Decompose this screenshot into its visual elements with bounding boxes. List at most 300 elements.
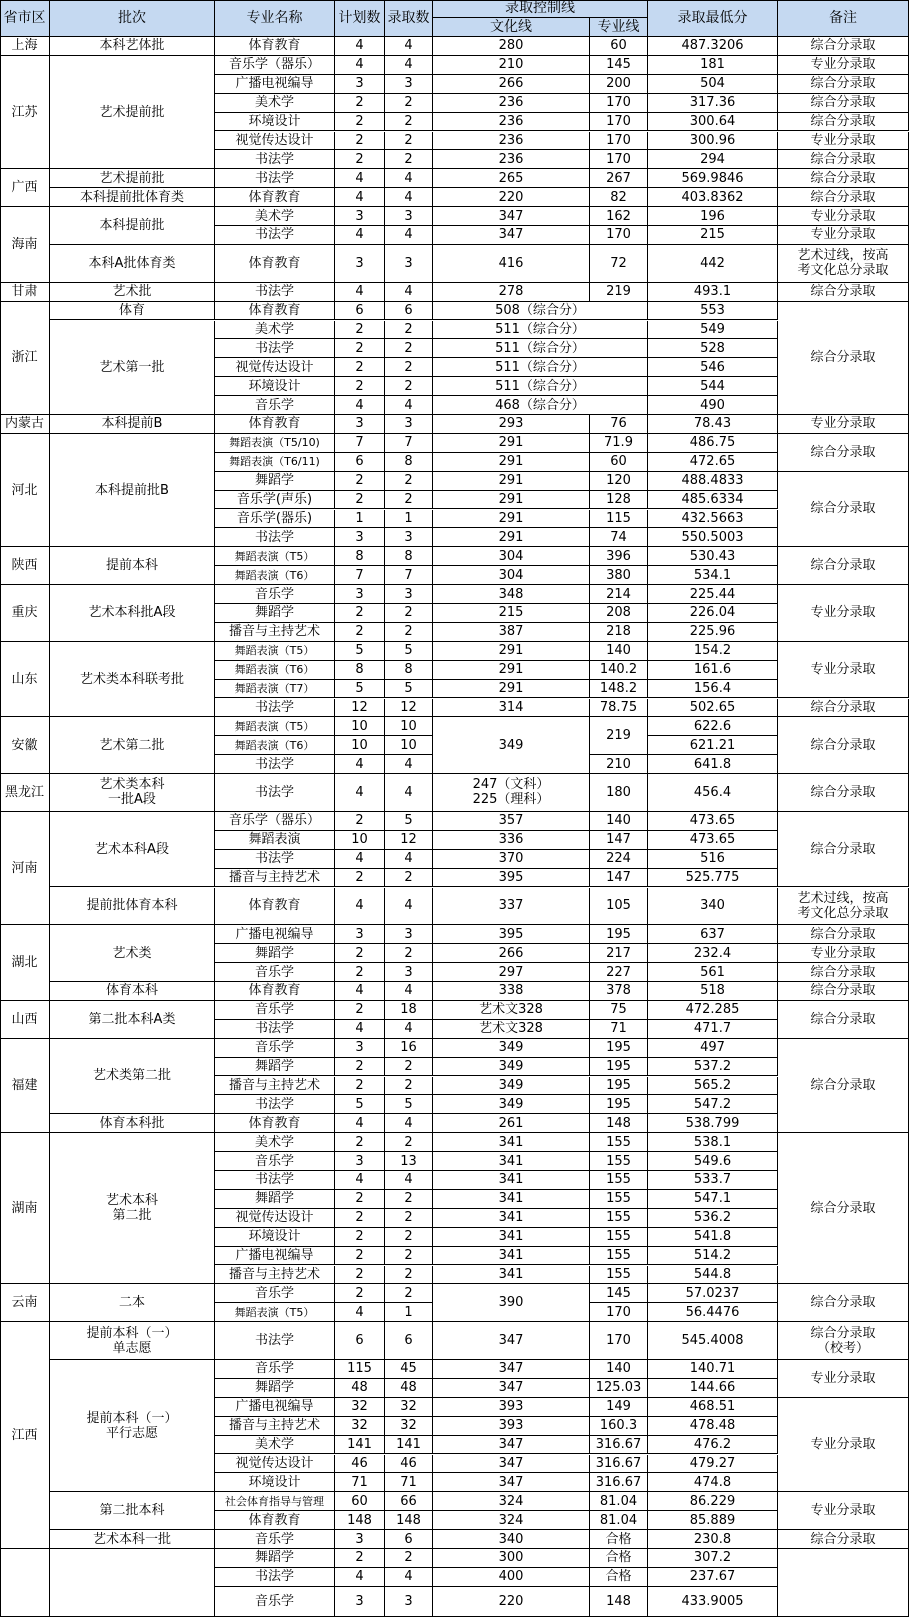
cell-admit: 148 bbox=[385, 1511, 433, 1530]
cell-admit: 32 bbox=[385, 1417, 433, 1436]
cell-culture-line: 347 bbox=[433, 226, 590, 245]
cell-culture-line: 341 bbox=[433, 1133, 590, 1152]
cell-major: 书法学 bbox=[215, 1568, 335, 1587]
cell-culture-line: 278 bbox=[433, 283, 590, 302]
cell-min-score: 488.4833 bbox=[648, 472, 778, 491]
cell-pro-line: 82 bbox=[590, 188, 648, 207]
cell-batch: 第二批本科A类 bbox=[50, 1001, 215, 1039]
cell-plan: 4 bbox=[335, 850, 385, 869]
cell-batch: 艺术类本科联考批 bbox=[50, 642, 215, 718]
cell-major: 播音与主持艺术 bbox=[215, 1077, 335, 1096]
cell-pro-line: 218 bbox=[590, 623, 648, 642]
cell-min-score: 56.4476 bbox=[648, 1303, 778, 1322]
cell-admit: 2 bbox=[385, 869, 433, 888]
cell-min-score: 140.71 bbox=[648, 1360, 778, 1379]
cell-plan: 3 bbox=[335, 1587, 385, 1617]
cell-major: 音乐学 bbox=[215, 1530, 335, 1549]
cell-min-score: 226.04 bbox=[648, 604, 778, 623]
cell-plan: 2 bbox=[335, 604, 385, 623]
cell-admit: 12 bbox=[385, 831, 433, 850]
cell-min-score: 569.9846 bbox=[648, 169, 778, 188]
cell-culture-line: 291 bbox=[433, 642, 590, 661]
cell-pro-line: 219 bbox=[590, 717, 648, 755]
cell-culture-line: 215 bbox=[433, 604, 590, 623]
cell-culture-line: 220 bbox=[433, 188, 590, 207]
cell-pro-line: 155 bbox=[590, 1266, 648, 1285]
cell-major: 视觉传达设计 bbox=[215, 358, 335, 377]
cell-batch: 艺术本科 第二批 bbox=[50, 1133, 215, 1284]
cell-batch: 艺术类第二批 bbox=[50, 1039, 215, 1115]
cell-note: 综合分录取 bbox=[778, 982, 909, 1001]
cell-major: 体育教育 bbox=[215, 415, 335, 434]
cell-major: 舞蹈表演（T5） bbox=[215, 717, 335, 736]
cell-batch: 艺术第二批 bbox=[50, 717, 215, 774]
cell-min-score: 544.8 bbox=[648, 1266, 778, 1285]
cell-pro-line: 72 bbox=[590, 245, 648, 283]
cell-culture-line: 511（综合分） bbox=[433, 321, 648, 340]
cell-culture-line: 393 bbox=[433, 1417, 590, 1436]
cell-pro-line: 60 bbox=[590, 37, 648, 56]
cell-batch: 本科提前批 bbox=[50, 207, 215, 245]
cell-culture-line: 341 bbox=[433, 1171, 590, 1190]
cell-major: 舞蹈学 bbox=[215, 604, 335, 623]
cell-pro-line: 155 bbox=[590, 1152, 648, 1171]
cell-plan: 3 bbox=[335, 585, 385, 604]
cell-min-score: 487.3206 bbox=[648, 37, 778, 56]
cell-plan: 4 bbox=[335, 1171, 385, 1190]
cell-major: 美术学 bbox=[215, 1436, 335, 1455]
cell-culture-line: 304 bbox=[433, 547, 590, 566]
cell-plan: 2 bbox=[335, 150, 385, 169]
cell-min-score: 307.2 bbox=[648, 1549, 778, 1568]
cell-note: 综合分录取 bbox=[778, 1001, 909, 1039]
cell-note: 综合分录取 bbox=[778, 283, 909, 302]
cell-min-score: 486.75 bbox=[648, 434, 778, 453]
cell-culture-line: 341 bbox=[433, 1266, 590, 1285]
cell-admit: 4 bbox=[385, 169, 433, 188]
cell-admit: 2 bbox=[385, 321, 433, 340]
cell-note: 专业分录取 bbox=[778, 585, 909, 642]
cell-major: 舞蹈表演（T6/11) bbox=[215, 453, 335, 472]
cell-culture-line: 300 bbox=[433, 1549, 590, 1568]
cell-culture-line: 341 bbox=[433, 1228, 590, 1247]
cell-major: 舞蹈表演 bbox=[215, 831, 335, 850]
cell-pro-line: 219 bbox=[590, 283, 648, 302]
cell-batch: 本科艺体批 bbox=[50, 37, 215, 56]
cell-admit: 4 bbox=[385, 188, 433, 207]
cell-min-score: 181 bbox=[648, 56, 778, 75]
cell-plan: 60 bbox=[335, 1492, 385, 1511]
cell-note: 综合分录取 bbox=[778, 1284, 909, 1322]
cell-batch: 艺术类本科 一批A段 bbox=[50, 774, 215, 812]
cell-batch: 二本 bbox=[50, 1284, 215, 1322]
cell-min-score: 534.1 bbox=[648, 566, 778, 585]
cell-plan: 7 bbox=[335, 566, 385, 585]
cell-pro-line: 148 bbox=[590, 1114, 648, 1133]
cell-major: 体育教育 bbox=[215, 982, 335, 1001]
cell-min-score: 403.8362 bbox=[648, 188, 778, 207]
cell-major: 书法学 bbox=[215, 850, 335, 869]
cell-culture-line: 357 bbox=[433, 812, 590, 831]
cell-min-score: 161.6 bbox=[648, 661, 778, 680]
cell-note: 综合分录取 bbox=[778, 75, 909, 94]
cell-pro-line: 217 bbox=[590, 944, 648, 963]
cell-culture-line: 349 bbox=[433, 717, 590, 774]
cell-admit: 8 bbox=[385, 547, 433, 566]
cell-plan: 2 bbox=[335, 132, 385, 151]
cell-plan: 2 bbox=[335, 94, 385, 113]
cell-pro-line: 267 bbox=[590, 169, 648, 188]
cell-culture-line: 247（文科） 225（理科） bbox=[433, 774, 590, 812]
cell-note: 专业分录取 bbox=[778, 132, 909, 151]
cell-culture-line: 416 bbox=[433, 245, 590, 283]
cell-min-score: 538.1 bbox=[648, 1133, 778, 1152]
cell-pro-line: 105 bbox=[590, 888, 648, 926]
cell-note: 综合分录取 bbox=[778, 169, 909, 188]
cell-admit: 2 bbox=[385, 1133, 433, 1152]
cell-culture-line: 390 bbox=[433, 1284, 590, 1322]
cell-plan: 4 bbox=[335, 982, 385, 1001]
cell-admit: 3 bbox=[385, 1587, 433, 1617]
cell-pro-line: 316.67 bbox=[590, 1473, 648, 1492]
cell-culture-line: 511（综合分） bbox=[433, 358, 648, 377]
cell-pro-line: 195 bbox=[590, 1095, 648, 1114]
cell-plan: 7 bbox=[335, 434, 385, 453]
cell-min-score: 300.96 bbox=[648, 132, 778, 151]
cell-admit: 2 bbox=[385, 944, 433, 963]
cell-plan: 2 bbox=[335, 1190, 385, 1209]
cell-major: 音乐学 bbox=[215, 1587, 335, 1617]
cell-pro-line: 214 bbox=[590, 585, 648, 604]
cell-culture-line: 336 bbox=[433, 831, 590, 850]
cell-major: 书法学 bbox=[215, 169, 335, 188]
cell-province: 福建 bbox=[0, 1039, 50, 1134]
cell-plan: 10 bbox=[335, 717, 385, 736]
cell-min-score: 156.4 bbox=[648, 680, 778, 699]
cell-admit: 4 bbox=[385, 774, 433, 812]
cell-admit: 5 bbox=[385, 642, 433, 661]
cell-province: 湖南 bbox=[0, 1133, 50, 1284]
cell-pro-line: 149 bbox=[590, 1398, 648, 1417]
cell-province: 甘肃 bbox=[0, 283, 50, 302]
cell-pro-line: 396 bbox=[590, 547, 648, 566]
cell-major: 书法学 bbox=[215, 226, 335, 245]
cell-batch: 本科提前批体育类 bbox=[50, 188, 215, 207]
cell-plan: 5 bbox=[335, 1095, 385, 1114]
cell-culture-line: 340 bbox=[433, 1530, 590, 1549]
cell-batch: 本科A批体育类 bbox=[50, 245, 215, 283]
cell-admit: 3 bbox=[385, 415, 433, 434]
cell-admit: 4 bbox=[385, 1568, 433, 1587]
cell-note: 综合分录取 bbox=[778, 1530, 909, 1549]
cell-major: 美术学 bbox=[215, 1133, 335, 1152]
cell-admit: 1 bbox=[385, 1303, 433, 1322]
cell-major: 音乐学 bbox=[215, 1284, 335, 1303]
cell-major: 书法学 bbox=[215, 528, 335, 547]
cell-admit: 5 bbox=[385, 1095, 433, 1114]
cell-batch: 提前本科（一） 平行志愿 bbox=[50, 1360, 215, 1492]
cell-major: 美术学 bbox=[215, 207, 335, 226]
cell-min-score: 637 bbox=[648, 925, 778, 944]
cell-pro-line: 170 bbox=[590, 226, 648, 245]
cell-major: 体育教育 bbox=[215, 302, 335, 321]
cell-province: 陕西 bbox=[0, 547, 50, 585]
cell-culture-line: 324 bbox=[433, 1492, 590, 1511]
header-province: 省市区 bbox=[0, 0, 50, 37]
cell-plan: 3 bbox=[335, 1152, 385, 1171]
cell-plan: 1 bbox=[335, 510, 385, 529]
cell-culture-line: 370 bbox=[433, 850, 590, 869]
cell-min-score: 340 bbox=[648, 888, 778, 926]
cell-major: 播音与主持艺术 bbox=[215, 1417, 335, 1436]
cell-culture-line: 266 bbox=[433, 944, 590, 963]
cell-pro-line: 170 bbox=[590, 113, 648, 132]
cell-culture-line: 347 bbox=[433, 1473, 590, 1492]
cell-admit: 18 bbox=[385, 1001, 433, 1020]
cell-plan: 2 bbox=[335, 1058, 385, 1077]
cell-culture-line: 349 bbox=[433, 1077, 590, 1096]
cell-major: 美术学 bbox=[215, 94, 335, 113]
cell-min-score: 547.1 bbox=[648, 1190, 778, 1209]
cell-batch: 提前本科（一） 单志愿 bbox=[50, 1322, 215, 1360]
cell-note: 综合分录取 bbox=[778, 547, 909, 585]
cell-admit: 2 bbox=[385, 1209, 433, 1228]
cell-admit: 2 bbox=[385, 604, 433, 623]
cell-admit: 7 bbox=[385, 566, 433, 585]
cell-major: 音乐学(器乐) bbox=[215, 510, 335, 529]
cell-plan: 2 bbox=[335, 963, 385, 982]
cell-min-score: 547.2 bbox=[648, 1095, 778, 1114]
cell-culture-line: 291 bbox=[433, 491, 590, 510]
cell-note: 艺术过线，按高 考文化总分录取 bbox=[778, 888, 909, 926]
cell-culture-line: 347 bbox=[433, 1360, 590, 1379]
cell-plan: 3 bbox=[335, 1039, 385, 1058]
cell-min-score: 472.65 bbox=[648, 453, 778, 472]
cell-min-score: 473.65 bbox=[648, 831, 778, 850]
cell-culture-line: 395 bbox=[433, 925, 590, 944]
cell-culture-line: 293 bbox=[433, 415, 590, 434]
cell-min-score: 538.799 bbox=[648, 1114, 778, 1133]
cell-admit: 4 bbox=[385, 982, 433, 1001]
cell-min-score: 514.2 bbox=[648, 1247, 778, 1266]
cell-pro-line: 170 bbox=[590, 1322, 648, 1360]
cell-pro-line: 145 bbox=[590, 56, 648, 75]
cell-major: 音乐学（器乐） bbox=[215, 56, 335, 75]
cell-pro-line: 合格 bbox=[590, 1530, 648, 1549]
cell-pro-line: 145 bbox=[590, 1284, 648, 1303]
cell-plan: 4 bbox=[335, 1114, 385, 1133]
cell-note: 综合分录取 bbox=[778, 37, 909, 56]
cell-plan: 3 bbox=[335, 207, 385, 226]
cell-min-score: 528 bbox=[648, 339, 778, 358]
cell-major: 书法学 bbox=[215, 774, 335, 812]
cell-culture-line: 468（综合分） bbox=[433, 396, 648, 415]
cell-pro-line: 140.2 bbox=[590, 661, 648, 680]
cell-min-score: 493.1 bbox=[648, 283, 778, 302]
cell-culture-line: 291 bbox=[433, 680, 590, 699]
cell-plan: 3 bbox=[335, 925, 385, 944]
cell-admit: 3 bbox=[385, 925, 433, 944]
cell-plan: 12 bbox=[335, 699, 385, 718]
cell-culture-line: 236 bbox=[433, 150, 590, 169]
cell-culture-line: 347 bbox=[433, 207, 590, 226]
cell-admit: 45 bbox=[385, 1360, 433, 1379]
cell-note: 综合分录取 bbox=[778, 113, 909, 132]
cell-province: 山西 bbox=[0, 1001, 50, 1039]
cell-plan: 4 bbox=[335, 774, 385, 812]
cell-culture-line: 347 bbox=[433, 1322, 590, 1360]
cell-min-score: 196 bbox=[648, 207, 778, 226]
cell-note: 专业分录取 bbox=[778, 207, 909, 226]
cell-plan: 8 bbox=[335, 661, 385, 680]
cell-province: 湖北 bbox=[0, 925, 50, 1001]
cell-major: 体育教育 bbox=[215, 245, 335, 283]
cell-batch: 体育本科 bbox=[50, 982, 215, 1001]
cell-plan: 6 bbox=[335, 302, 385, 321]
cell-min-score: 545.4008 bbox=[648, 1322, 778, 1360]
cell-plan: 141 bbox=[335, 1436, 385, 1455]
cell-min-score: 565.2 bbox=[648, 1077, 778, 1096]
cell-major: 环境设计 bbox=[215, 1228, 335, 1247]
cell-plan: 148 bbox=[335, 1511, 385, 1530]
cell-note bbox=[778, 1549, 909, 1617]
cell-pro-line: 195 bbox=[590, 925, 648, 944]
cell-note: 专业分录取 bbox=[778, 226, 909, 245]
cell-min-score: 621.21 bbox=[648, 736, 778, 755]
cell-plan: 2 bbox=[335, 812, 385, 831]
cell-major: 舞蹈表演（T6） bbox=[215, 736, 335, 755]
cell-pro-line: 60 bbox=[590, 453, 648, 472]
cell-major: 体育教育 bbox=[215, 37, 335, 56]
cell-admit: 2 bbox=[385, 1284, 433, 1303]
cell-province: 云南 bbox=[0, 1284, 50, 1322]
cell-admit: 2 bbox=[385, 358, 433, 377]
cell-major: 音乐学 bbox=[215, 963, 335, 982]
cell-major: 体育教育 bbox=[215, 1511, 335, 1530]
cell-min-score: 144.66 bbox=[648, 1379, 778, 1398]
cell-admit: 3 bbox=[385, 207, 433, 226]
cell-plan: 4 bbox=[335, 1020, 385, 1039]
cell-province: 内蒙古 bbox=[0, 415, 50, 434]
cell-plan: 2 bbox=[335, 113, 385, 132]
cell-pro-line: 162 bbox=[590, 207, 648, 226]
header-major: 专业名称 bbox=[215, 0, 335, 37]
cell-admit: 4 bbox=[385, 396, 433, 415]
cell-note: 综合分录取 bbox=[778, 717, 909, 774]
cell-plan: 48 bbox=[335, 1379, 385, 1398]
cell-note: 综合分录取 bbox=[778, 94, 909, 113]
cell-admit: 10 bbox=[385, 736, 433, 755]
cell-major: 音乐学 bbox=[215, 585, 335, 604]
cell-note: 综合分录取 bbox=[778, 472, 909, 548]
cell-batch: 艺术本科一批 bbox=[50, 1530, 215, 1549]
cell-min-score: 641.8 bbox=[648, 755, 778, 774]
cell-pro-line: 147 bbox=[590, 869, 648, 888]
cell-culture-line: 347 bbox=[433, 1436, 590, 1455]
cell-admit: 6 bbox=[385, 302, 433, 321]
cell-admit: 2 bbox=[385, 132, 433, 151]
cell-province: 江西 bbox=[0, 1322, 50, 1549]
cell-plan: 2 bbox=[335, 491, 385, 510]
cell-culture-line: 297 bbox=[433, 963, 590, 982]
cell-min-score: 550.5003 bbox=[648, 528, 778, 547]
cell-major: 音乐学 bbox=[215, 1039, 335, 1058]
cell-plan: 32 bbox=[335, 1398, 385, 1417]
cell-pro-line: 147 bbox=[590, 831, 648, 850]
cell-admit: 5 bbox=[385, 812, 433, 831]
cell-province: 河南 bbox=[0, 812, 50, 925]
cell-plan: 4 bbox=[335, 755, 385, 774]
cell-culture-line: 236 bbox=[433, 94, 590, 113]
cell-pro-line: 71.9 bbox=[590, 434, 648, 453]
cell-major: 音乐学（器乐） bbox=[215, 812, 335, 831]
cell-major: 视觉传达设计 bbox=[215, 132, 335, 151]
cell-pro-line: 160.3 bbox=[590, 1417, 648, 1436]
cell-pro-line: 81.04 bbox=[590, 1511, 648, 1530]
cell-min-score: 225.96 bbox=[648, 623, 778, 642]
cell-min-score: 471.7 bbox=[648, 1020, 778, 1039]
cell-pro-line: 115 bbox=[590, 510, 648, 529]
cell-note: 艺术过线，按高 考文化总分录取 bbox=[778, 245, 909, 283]
cell-major: 体育教育 bbox=[215, 1114, 335, 1133]
cell-batch: 艺术本科批A段 bbox=[50, 585, 215, 642]
cell-pro-line: 81.04 bbox=[590, 1492, 648, 1511]
cell-min-score: 485.6334 bbox=[648, 491, 778, 510]
cell-min-score: 468.51 bbox=[648, 1398, 778, 1417]
cell-admit: 3 bbox=[385, 75, 433, 94]
cell-min-score: 537.2 bbox=[648, 1058, 778, 1077]
cell-min-score: 300.64 bbox=[648, 113, 778, 132]
cell-min-score: 549 bbox=[648, 321, 778, 340]
cell-major: 广播电视编导 bbox=[215, 1247, 335, 1266]
cell-pro-line: 208 bbox=[590, 604, 648, 623]
cell-pro-line: 227 bbox=[590, 963, 648, 982]
cell-culture-line: 341 bbox=[433, 1209, 590, 1228]
cell-culture-line: 349 bbox=[433, 1058, 590, 1077]
cell-batch: 提前批体育本科 bbox=[50, 888, 215, 926]
cell-pro-line: 140 bbox=[590, 812, 648, 831]
cell-pro-line: 195 bbox=[590, 1077, 648, 1096]
cell-major: 音乐学 bbox=[215, 1360, 335, 1379]
cell-admit: 2 bbox=[385, 1058, 433, 1077]
cell-min-score: 502.65 bbox=[648, 699, 778, 718]
cell-note: 专业分录取 bbox=[778, 1360, 909, 1398]
cell-min-score: 541.8 bbox=[648, 1228, 778, 1247]
cell-admit: 2 bbox=[385, 491, 433, 510]
cell-pro-line: 125.03 bbox=[590, 1379, 648, 1398]
cell-major: 舞蹈学 bbox=[215, 1190, 335, 1209]
cell-min-score: 536.2 bbox=[648, 1209, 778, 1228]
cell-min-score: 230.8 bbox=[648, 1530, 778, 1549]
cell-plan: 32 bbox=[335, 1417, 385, 1436]
cell-note: 综合分录取 bbox=[778, 150, 909, 169]
cell-major: 舞蹈学 bbox=[215, 1058, 335, 1077]
cell-min-score: 525.775 bbox=[648, 869, 778, 888]
cell-admit: 4 bbox=[385, 56, 433, 75]
cell-admit: 8 bbox=[385, 453, 433, 472]
cell-culture-line: 291 bbox=[433, 528, 590, 547]
cell-plan: 3 bbox=[335, 75, 385, 94]
cell-batch: 艺术本科A段 bbox=[50, 812, 215, 888]
cell-culture-line: 349 bbox=[433, 1095, 590, 1114]
cell-min-score: 86.229 bbox=[648, 1492, 778, 1511]
cell-note: 综合分录取 bbox=[778, 1133, 909, 1284]
cell-major: 广播电视编导 bbox=[215, 75, 335, 94]
cell-min-score: 553 bbox=[648, 302, 778, 321]
cell-note: 专业分录取 bbox=[778, 642, 909, 699]
cell-culture-line: 236 bbox=[433, 132, 590, 151]
cell-culture-line: 261 bbox=[433, 1114, 590, 1133]
